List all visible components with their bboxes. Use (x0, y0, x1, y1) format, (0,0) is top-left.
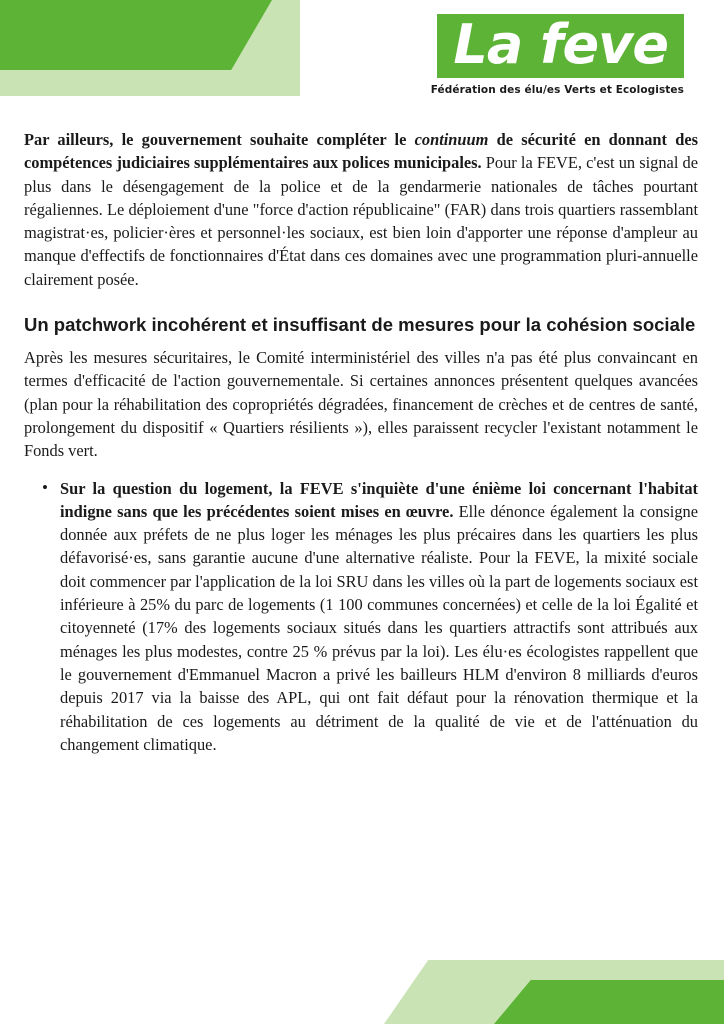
document-body (0, 128, 724, 756)
logo-wordmark: La feve (453, 13, 668, 76)
paragraph-security-continuum (24, 128, 698, 291)
section-heading: Un patchwork incohérent et insuffisant de mesures pour la cohésion sociale (24, 314, 696, 336)
paragraph-1-lead: Par ailleurs, le gouvernement souhaite compléter le (24, 130, 415, 149)
logo-badge (437, 14, 684, 78)
bullet-1-lead: Sur la question du logement, la FEVE s'inquiète d'une énième loi concernant l'habitat indigne sans que les précédentes soient mises en œuvre. (60, 478, 698, 521)
paragraph-cohesion-sociale: Après les mesures sécuritaires, le Comité interministériel des villes n'a pas été plus convaincant en termes d'efficacité de l'action gouvernementale. Si certaines annonces présentent quelques avancées (plan pour la réhabilitation des copropriétés dégradées, financement de crèches et de centres de santé, prolongement du dispositif « Quartiers résilients »), elles paraissent recycler l'existant notamment le Fonds vert. (24, 348, 698, 461)
paragraph-1-lead-italic: continuum (414, 130, 489, 149)
page-header (0, 0, 724, 128)
logo (431, 14, 684, 96)
footer-band-green (494, 980, 724, 1024)
logo-tagline: Fédération des élu/es Verts et Ecologistes (430, 84, 684, 96)
header-band-green (0, 0, 272, 70)
bullet-1-rest: Elle dénonce également la consigne donnée aux préfets de ne plus loger les ménages les plus précaires dans les quartiers les plus défavorisé·es, sans garantie aucune d'une alternative réaliste. Pour la FEVE, la mixité sociale doit commencer par l'application de la loi SRU dans les villes où la part de logements sociaux est inférieure à 25% du parc de logements (1 100 communes concernées) et celle de la loi Égalité et citoyenneté (17% des logements sociaux situés dans les quartiers attractifs sont attribués aux ménages les plus modestes, contre 25 % prévus par la loi). Les élu·es écologistes rappellent que le gouvernement d'Emmanuel Macron a privé les bailleurs HLM d'environ 8 milliards d'euros depuis 2017 via la baisse des APL, qui ont fait défaut pour la rénovation thermique et la réhabilitation de ces logements au détriment de la qualité de vie et de l'atténuation du changement climatique. (60, 501, 698, 754)
page-footer (0, 960, 724, 1024)
paragraph-1-rest: Pour la FEVE, c'est un signal de plus dans le désengagement de la police et de la gendarmerie nationales de tâches pourtant régaliennes. Le déploiement d'une "force d'action républicaine" (FAR) dans trois quartiers rassemblant magistrat·es, policier·ères et personnel·les sociaux, est bien loin d'apporter une réponse d'ampleur au manque d'effectifs de fonctionnaires d'État dans ces domaines avec une programmation pluri-annuelle clairement posée. (24, 153, 698, 289)
header-band-light-secondary (0, 70, 225, 96)
paragraph-1-lead-end: de sécurité en donnant des compétences judiciaires supplémentaires aux polices municipales. (24, 130, 698, 173)
bullet-list (24, 477, 698, 757)
list-item (46, 477, 698, 757)
